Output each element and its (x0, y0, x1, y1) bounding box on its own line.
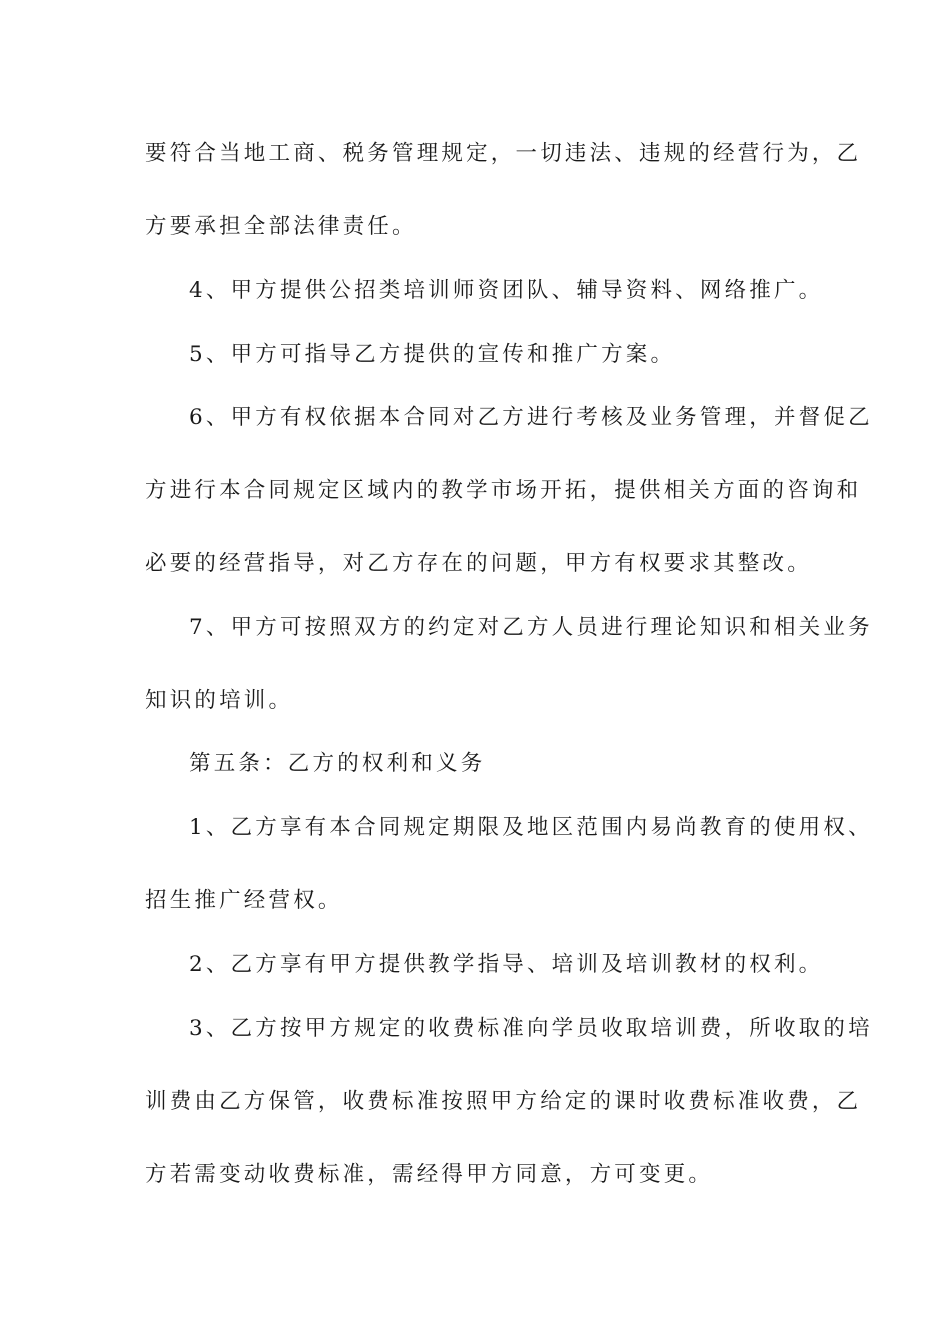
clause-3: 3、乙方按甲方规定的收费标准向学员收取培训费，所收取的培 (189, 1016, 873, 1041)
clause-4: 4、甲方提供公招类培训师资团队、辅导资料、网络推广。 (189, 278, 824, 303)
text-line: 招生推广经营权。 (145, 888, 343, 913)
text-line: 训费由乙方保管，收费标准按照甲方给定的课时收费标准收费，乙 (145, 1089, 862, 1114)
clause-7: 7、甲方可按照双方的约定对乙方人员进行理论知识和相关业务 (189, 615, 873, 640)
clause-2: 2、乙方享有甲方提供教学指导、培训及培训教材的权利。 (189, 952, 824, 977)
text-line: 方进行本合同规定区域内的教学市场开拓，提供相关方面的咨询和 (145, 478, 862, 503)
text-line: 必要的经营指导，对乙方存在的问题，甲方有权要求其整改。 (145, 551, 812, 576)
text-line: 方要承担全部法律责任。 (145, 214, 417, 239)
text-line: 方若需变动收费标准，需经得甲方同意，方可变更。 (145, 1162, 714, 1187)
text-line: 要符合当地工商、税务管理规定，一切违法、违规的经营行为，乙 (145, 141, 862, 166)
text-line: 知识的培训。 (145, 688, 294, 713)
section-heading: 第五条：乙方的权利和义务 (189, 751, 486, 776)
clause-6: 6、甲方有权依据本合同对乙方进行考核及业务管理，并督促乙 (189, 405, 873, 430)
clause-5: 5、甲方可指导乙方提供的宣传和推广方案。 (189, 342, 676, 367)
clause-1: 1、乙方享有本合同规定期限及地区范围内易尚教育的使用权、 (189, 815, 873, 840)
